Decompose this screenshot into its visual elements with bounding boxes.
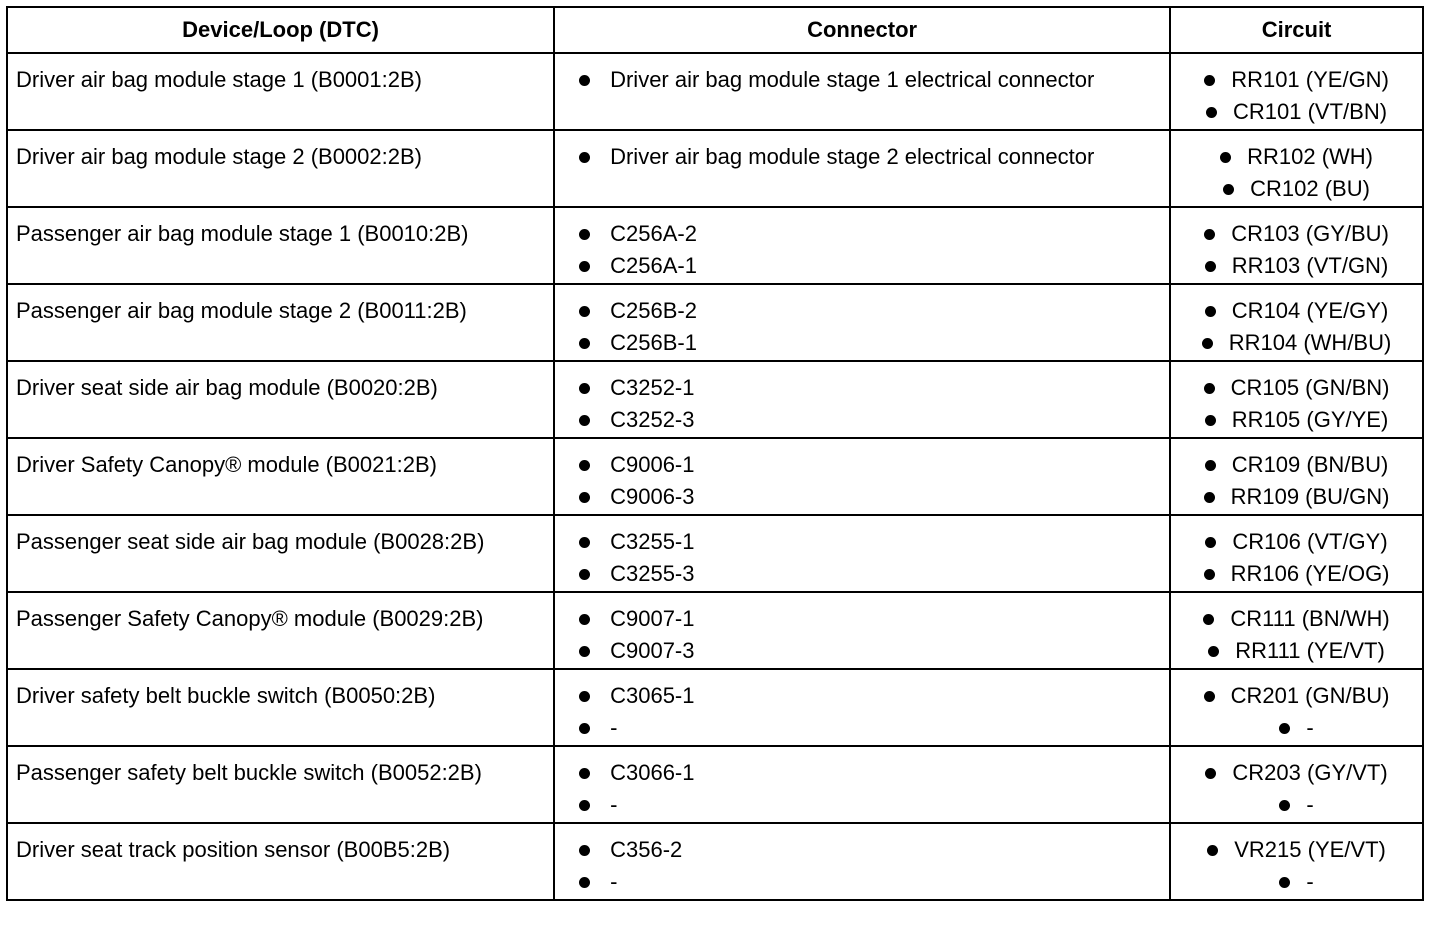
circuit-item — [1175, 218, 1418, 250]
circuit-item — [1175, 526, 1418, 558]
table-row — [7, 361, 1423, 438]
device-cell: Passenger safety belt buckle switch (B0052:2B) — [7, 746, 554, 823]
circuit-cell — [1170, 207, 1423, 284]
table-row — [7, 823, 1423, 900]
circuit-item — [1175, 295, 1418, 327]
bullet-icon — [1204, 229, 1215, 240]
bullet-icon — [579, 460, 590, 471]
circuit-label: CR104 (YE/GY) — [1231, 298, 1389, 323]
circuit-label: RR103 (VT/GN) — [1231, 253, 1389, 278]
table-row — [7, 438, 1423, 515]
connector-label: C256A-2 — [610, 221, 697, 246]
device-cell: Driver seat track position sensor (B00B5:2B) — [7, 823, 554, 900]
connector-cell — [554, 669, 1170, 746]
bullet-icon — [579, 723, 590, 734]
bullet-icon — [1205, 537, 1216, 548]
bullet-icon — [579, 614, 590, 625]
bullet-icon — [579, 383, 590, 394]
bullet-icon — [1223, 184, 1234, 195]
connector-item — [563, 680, 1161, 712]
device-cell: Driver Safety Canopy® module (B0021:2B) — [7, 438, 554, 515]
connector-item — [563, 372, 1161, 404]
bullet-icon — [1207, 845, 1218, 856]
circuit-label: - — [1306, 715, 1314, 740]
circuit-label: CR103 (GY/BU) — [1231, 221, 1389, 246]
connector-label: C3255-3 — [610, 561, 695, 586]
table-row — [7, 130, 1423, 207]
connector-item — [563, 404, 1161, 436]
circuit-label: CR102 (BU) — [1250, 176, 1370, 201]
bullet-icon — [1204, 691, 1215, 702]
connector-label: C3252-3 — [610, 407, 695, 432]
connector-item — [563, 250, 1161, 282]
device-cell: Passenger air bag module stage 2 (B0011:2B) — [7, 284, 554, 361]
connector-cell — [554, 284, 1170, 361]
circuit-cell — [1170, 669, 1423, 746]
bullet-icon — [579, 75, 590, 86]
bullet-icon — [1220, 152, 1231, 163]
circuit-item — [1175, 866, 1418, 898]
table-row — [7, 746, 1423, 823]
bullet-icon — [1203, 614, 1214, 625]
bullet-icon — [579, 306, 590, 317]
circuit-label: RR101 (YE/GN) — [1231, 67, 1389, 92]
connector-item — [563, 526, 1161, 558]
bullet-icon — [579, 768, 590, 779]
table-row — [7, 669, 1423, 746]
header-circuit: Circuit — [1170, 7, 1423, 53]
circuit-cell — [1170, 823, 1423, 900]
bullet-icon — [579, 691, 590, 702]
bullet-icon — [579, 261, 590, 272]
connector-label: C256B-1 — [610, 330, 697, 355]
bullet-icon — [1208, 646, 1219, 657]
device-cell: Driver air bag module stage 2 (B0002:2B) — [7, 130, 554, 207]
connector-cell — [554, 361, 1170, 438]
bullet-icon — [1279, 800, 1290, 811]
bullet-icon — [579, 569, 590, 580]
bullet-icon — [1204, 569, 1215, 580]
connector-label: C356-2 — [610, 837, 683, 862]
connector-item — [563, 327, 1161, 359]
circuit-item — [1175, 250, 1418, 282]
connector-item — [563, 218, 1161, 250]
connector-label: Driver air bag module stage 1 electrical connector — [610, 67, 1095, 92]
table-row — [7, 207, 1423, 284]
connector-item — [563, 757, 1161, 789]
device-cell: Driver safety belt buckle switch (B0050:2B) — [7, 669, 554, 746]
circuit-item — [1175, 141, 1418, 173]
bullet-icon — [579, 845, 590, 856]
bullet-icon — [1205, 306, 1216, 317]
circuit-label: CR111 (BN/WH) — [1230, 606, 1390, 631]
circuit-item — [1175, 558, 1418, 590]
circuit-label: CR203 (GY/VT) — [1232, 760, 1388, 785]
connector-cell — [554, 438, 1170, 515]
header-connector: Connector — [554, 7, 1170, 53]
connector-label: - — [610, 792, 618, 817]
connector-item — [563, 449, 1161, 481]
circuit-label: CR101 (VT/BN) — [1233, 99, 1388, 124]
bullet-icon — [579, 229, 590, 240]
circuit-item — [1175, 757, 1418, 789]
table-row — [7, 592, 1423, 669]
connector-cell — [554, 515, 1170, 592]
circuit-item — [1175, 404, 1418, 436]
connector-cell — [554, 592, 1170, 669]
circuit-label: - — [1306, 792, 1314, 817]
device-cell: Passenger seat side air bag module (B0028:2B) — [7, 515, 554, 592]
circuit-item — [1175, 834, 1418, 866]
connector-label: - — [610, 715, 618, 740]
connector-label: C3255-1 — [610, 529, 695, 554]
connector-cell — [554, 207, 1170, 284]
connector-label: C9006-1 — [610, 452, 695, 477]
connector-item — [563, 141, 1161, 173]
connector-label: C3252-1 — [610, 375, 695, 400]
circuit-cell — [1170, 130, 1423, 207]
circuit-label: RR111 (YE/VT) — [1235, 638, 1385, 663]
connector-label: C9007-3 — [610, 638, 695, 663]
circuit-label: VR215 (YE/VT) — [1234, 837, 1386, 862]
circuit-label: RR102 (WH) — [1247, 144, 1373, 169]
bullet-icon — [579, 646, 590, 657]
connector-item — [563, 295, 1161, 327]
dtc-connector-circuit-table — [6, 6, 1424, 901]
circuit-item — [1175, 789, 1418, 821]
device-cell: Driver seat side air bag module (B0020:2B) — [7, 361, 554, 438]
bullet-icon — [1204, 75, 1215, 86]
table-row — [7, 515, 1423, 592]
connector-item — [563, 866, 1161, 898]
circuit-item — [1175, 96, 1418, 128]
bullet-icon — [1204, 492, 1215, 503]
circuit-label: RR109 (BU/GN) — [1230, 484, 1390, 509]
connector-item — [563, 635, 1161, 667]
connector-item — [563, 558, 1161, 590]
connector-item — [563, 603, 1161, 635]
connector-label: C256A-1 — [610, 253, 697, 278]
circuit-item — [1175, 603, 1418, 635]
bullet-icon — [579, 537, 590, 548]
circuit-item — [1175, 712, 1418, 744]
circuit-label: CR201 (GN/BU) — [1230, 683, 1390, 708]
circuit-item — [1175, 680, 1418, 712]
circuit-item — [1175, 635, 1418, 667]
circuit-label: CR105 (GN/BN) — [1230, 375, 1390, 400]
table-row — [7, 53, 1423, 130]
bullet-icon — [1202, 338, 1213, 349]
circuit-item — [1175, 372, 1418, 404]
circuit-cell — [1170, 361, 1423, 438]
circuit-label: RR104 (WH/BU) — [1228, 330, 1392, 355]
bullet-icon — [1279, 723, 1290, 734]
circuit-cell — [1170, 592, 1423, 669]
bullet-icon — [1279, 877, 1290, 888]
connector-cell — [554, 53, 1170, 130]
connector-cell — [554, 130, 1170, 207]
circuit-label: RR105 (GY/YE) — [1231, 407, 1389, 432]
circuit-label: RR106 (YE/OG) — [1230, 561, 1390, 586]
bullet-icon — [579, 877, 590, 888]
circuit-item — [1175, 449, 1418, 481]
circuit-item — [1175, 327, 1418, 359]
bullet-icon — [1205, 415, 1216, 426]
bullet-icon — [579, 415, 590, 426]
device-cell: Passenger Safety Canopy® module (B0029:2B) — [7, 592, 554, 669]
bullet-icon — [1204, 383, 1215, 394]
connector-cell — [554, 746, 1170, 823]
circuit-label: CR109 (BN/BU) — [1231, 452, 1389, 477]
device-cell: Driver air bag module stage 1 (B0001:2B) — [7, 53, 554, 130]
circuit-item — [1175, 481, 1418, 513]
bullet-icon — [579, 152, 590, 163]
circuit-cell — [1170, 746, 1423, 823]
connector-item — [563, 789, 1161, 821]
table-row — [7, 284, 1423, 361]
bullet-icon — [579, 492, 590, 503]
connector-item — [563, 481, 1161, 513]
circuit-item — [1175, 64, 1418, 96]
circuit-label: - — [1306, 869, 1314, 894]
connector-label: C3066-1 — [610, 760, 695, 785]
circuit-cell — [1170, 515, 1423, 592]
connector-label: C9007-1 — [610, 606, 695, 631]
connector-label: C9006-3 — [610, 484, 695, 509]
header-row — [7, 7, 1423, 53]
circuit-cell — [1170, 284, 1423, 361]
bullet-icon — [579, 338, 590, 349]
connector-item — [563, 64, 1161, 96]
connector-item — [563, 834, 1161, 866]
connector-label: C256B-2 — [610, 298, 697, 323]
connector-cell — [554, 823, 1170, 900]
bullet-icon — [1205, 460, 1216, 471]
bullet-icon — [1206, 107, 1217, 118]
connector-item — [563, 712, 1161, 744]
circuit-cell — [1170, 53, 1423, 130]
connector-label: - — [610, 869, 618, 894]
bullet-icon — [1205, 768, 1216, 779]
device-cell: Passenger air bag module stage 1 (B0010:2B) — [7, 207, 554, 284]
circuit-item — [1175, 173, 1418, 205]
circuit-cell — [1170, 438, 1423, 515]
header-device: Device/Loop (DTC) — [7, 7, 554, 53]
connector-label: Driver air bag module stage 2 electrical connector — [610, 144, 1095, 169]
circuit-label: CR106 (VT/GY) — [1232, 529, 1388, 554]
bullet-icon — [579, 800, 590, 811]
connector-label: C3065-1 — [610, 683, 695, 708]
bullet-icon — [1205, 261, 1216, 272]
